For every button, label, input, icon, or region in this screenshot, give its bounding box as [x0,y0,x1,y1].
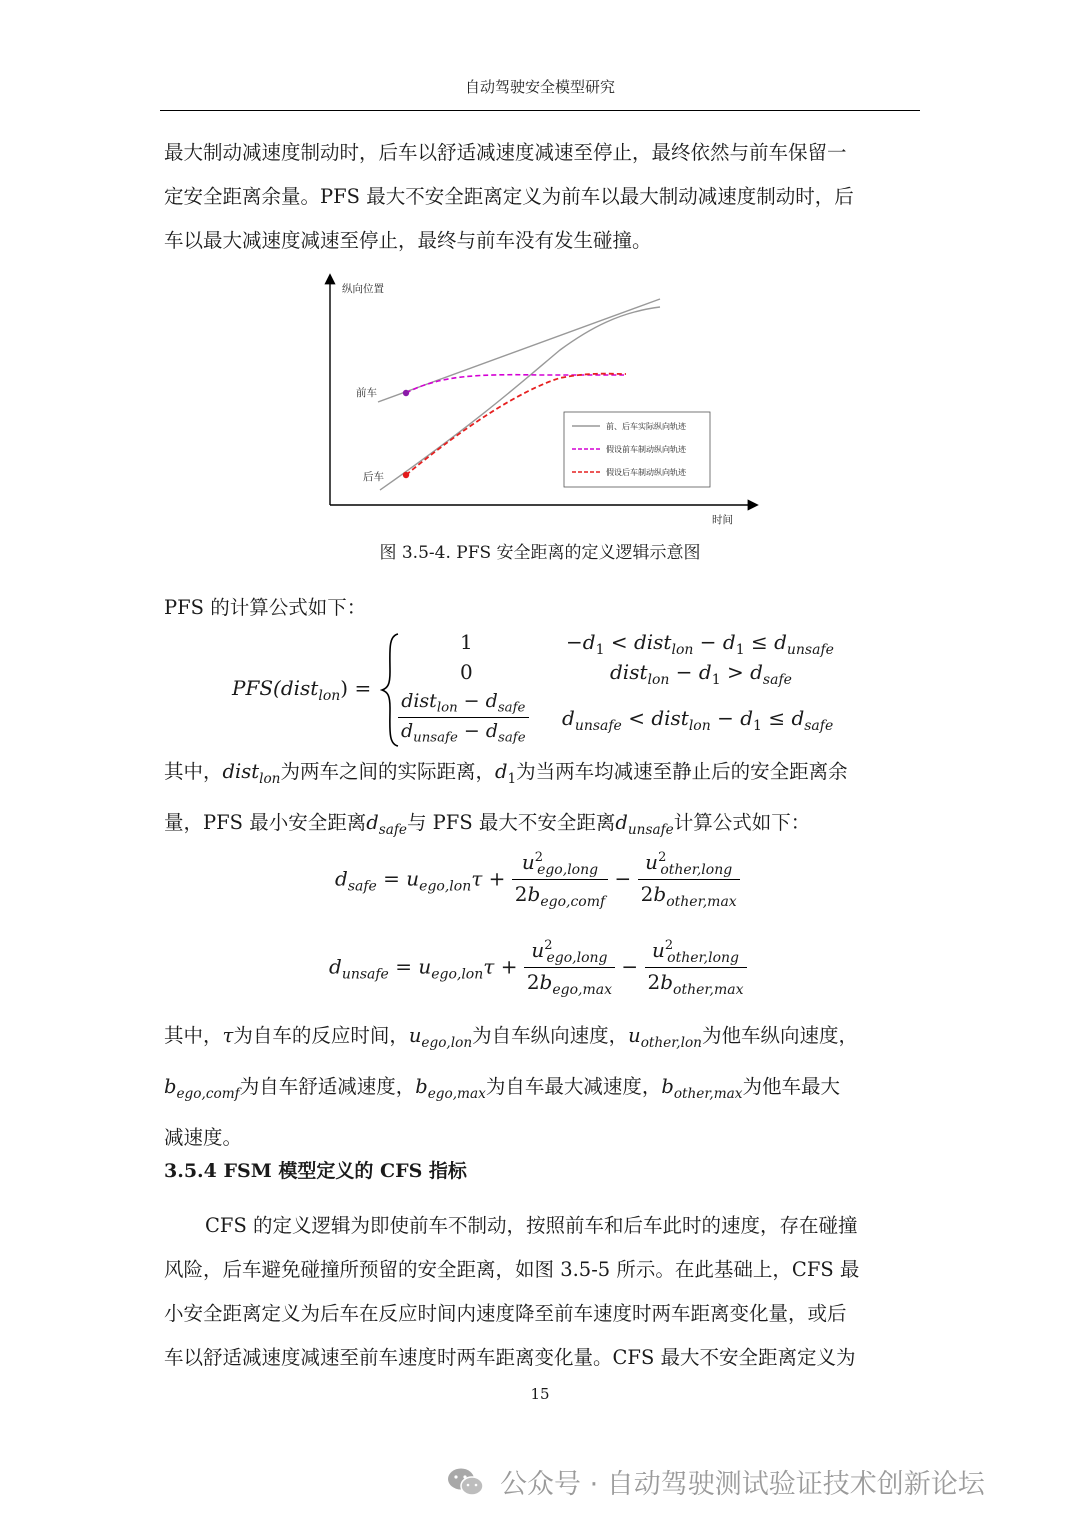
case-3-fraction: $\frac{dist_{lon} - d_{safe}}{d_{unsafe} - d_{safe}}$ [398,690,529,745]
text-line: 车以舒适减速度减速至前车速度时两车距离变化量。CFS 最大不安全距离定义为 [164,1346,856,1369]
rear-car-label: 后车 [363,471,384,483]
case-1-value: 1 [460,630,473,654]
case-2-value: 0 [460,660,473,684]
legend-entry: 假设前车制动纵向轨迹 [606,445,686,454]
text-line: 定安全距离余量。PFS 最大不安全距离定义为前车以最大制动减速度制动时，后 [164,185,854,208]
case-2-condition: dist$_{lon}$ − $d_1 > d_{safe}$ [610,660,792,688]
pfs-figure [300,270,780,532]
x-axis-label: 时间 [712,514,733,526]
chart-legend [564,412,710,487]
front-braking-trajectory [406,375,624,393]
pfs-formula-lhs: PFS(dist$_{lon}$) = [232,676,372,704]
y-axis-label: 纵向位置 [342,283,384,295]
paragraph-1 [164,131,920,263]
text-line: 小安全距离定义为后车在反应时间内速度降至前车速度时两车距离变化量，或后 [164,1302,847,1325]
case-1-condition: $-d_1$ < dist$_{lon}$ − $d_1 \le d_{unsafe}$ [566,630,834,658]
legend-entry: 假设后车制动纵向轨迹 [606,468,686,477]
front-actual-trajectory [378,299,660,402]
wechat-icon [446,1466,486,1498]
d-unsafe-formula: $d_{unsafe} = u_{ego,lon}\tau$ + $\frac{u^2_{ego,long}}{2b_{ego,max}}$ − $\frac{u^2_{other,long}}{2b_{other,max}}$ [329,938,747,998]
section-heading: 3.5.4 FSM 模型定义的 CFS 指标 [164,1160,467,1182]
figure-caption: 图 3.5-4. PFS 安全距离的定义逻辑示意图 [379,543,701,563]
paragraph-3: 其中，τ为自车的反应时间，$u_{ego,lon}$为自车纵向速度，$u_{other,lon}$为他车纵向速度， $b_{ego,comf}$为自车舒适减速度，$b_{ego,max}$为自车最大减速度，$b_{other,max}$为他车最大 减速度。 [164,1024,858,1149]
watermark-text: 公众号 · 自动驾驶测试验证技术创新论坛 [500,1469,985,1500]
front-car-label: 前车 [356,387,377,399]
case-3-condition: $d_{unsafe}$ < dist$_{lon}$ − $d_1 \le d_{safe}$ [562,706,834,734]
text-line: 最大制动减速度制动时，后车以舒适减速度减速至停止，最终依然与前车保留一 [164,141,847,164]
pfs-intro: PFS 的计算公式如下： [164,596,367,619]
d-safe-formula: $d_{safe} = u_{ego,lon}\tau$ + $\frac{u^2_{ego,long}}{2b_{ego,comf}}$ − $\frac{u^2_{other,long}}{2b_{other,max}}$ [335,850,740,910]
page-number: 15 [530,1385,550,1403]
text-line: CFS 的定义逻辑为即使前车不制动，按照前车和后车此时的速度，存在碰撞 [205,1214,858,1237]
paragraph-4 [164,1204,920,1380]
running-header: 自动驾驶安全模型研究 [464,78,615,96]
rear-car-marker [403,472,409,478]
text-line: 风险，后车避免碰撞所预留的安全距离，如图 3.5-5 所示。在此基础上，CFS 最 [164,1258,860,1281]
header-rule [160,110,920,111]
paragraph-2: 其中，dist$_{lon}$为两车之间的实际距离，$d_1$为当两车均减速至静止后的安全距离余 量，PFS 最小安全距离$d_{safe}$与 PFS 最大不安全距离$d_{unsafe}$计算公式如下： [164,760,848,838]
legend-entry: 前、后车实际纵向轨迹 [606,422,686,431]
front-car-marker [403,390,409,396]
text-line: 车以最大减速度减速至停止，最终与前车没有发生碰撞。 [164,229,652,252]
